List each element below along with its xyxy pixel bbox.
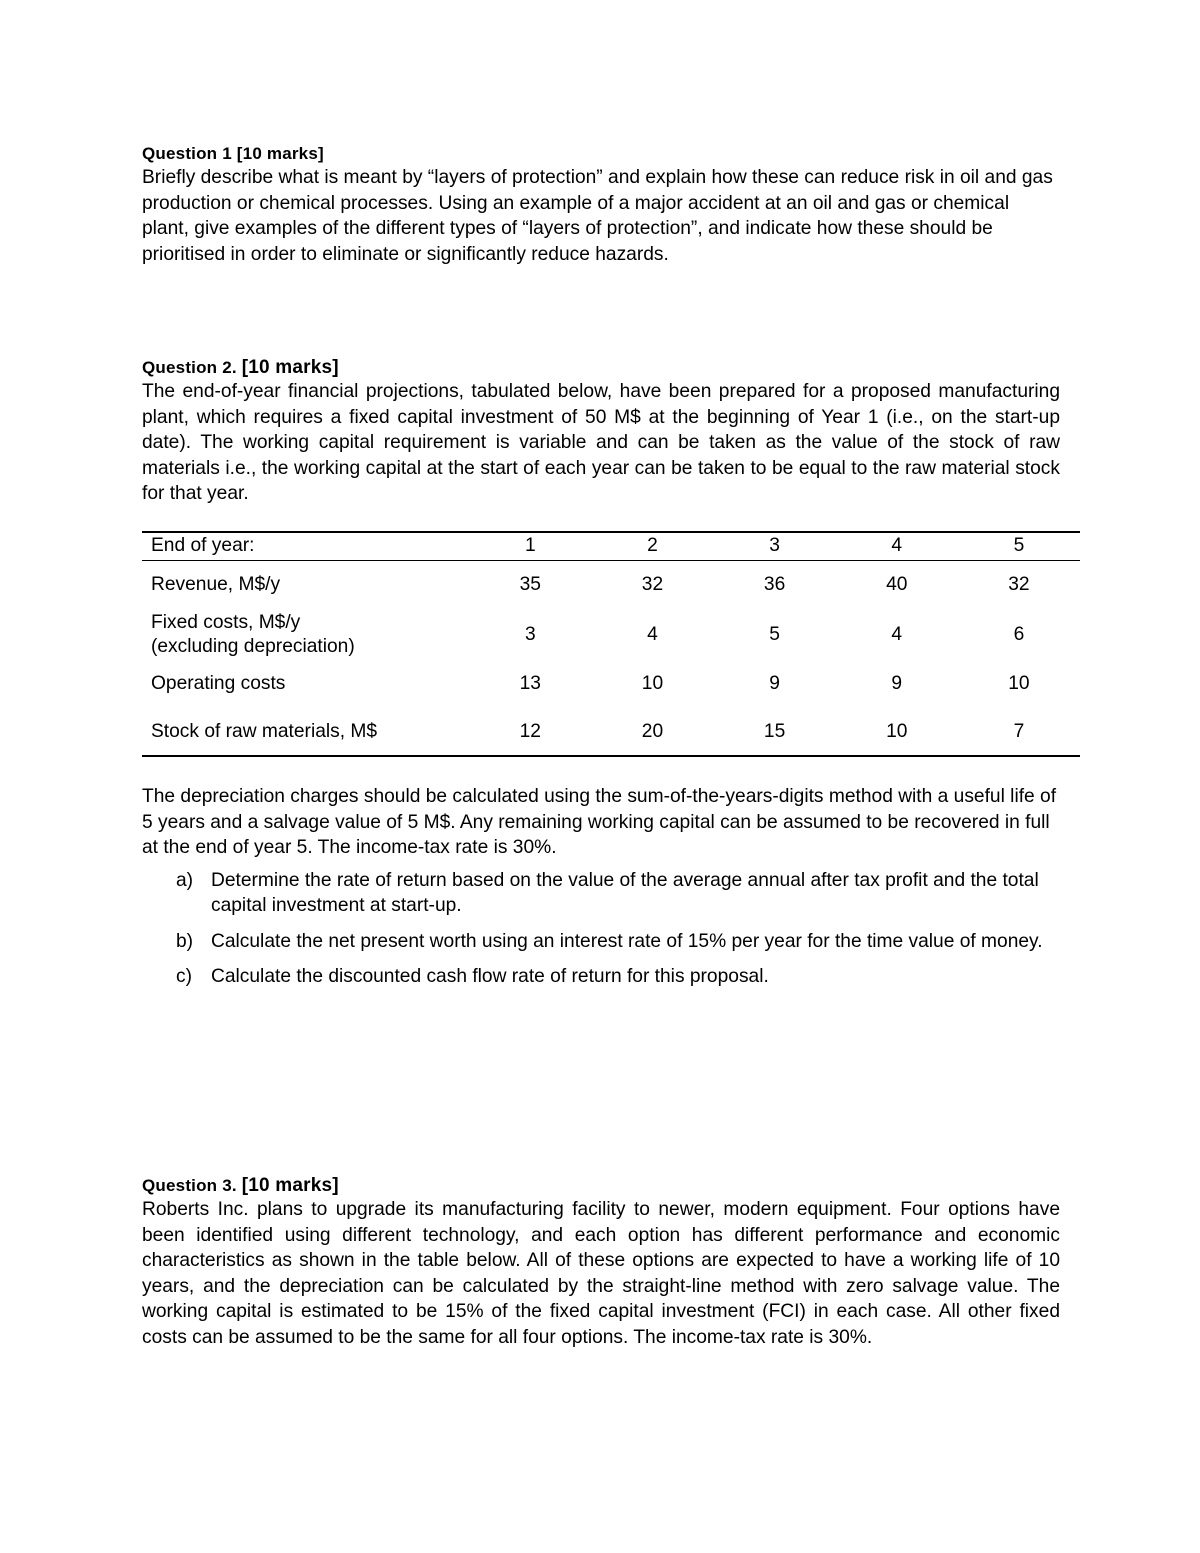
question-1-body: Briefly describe what is meant by “layers of protection” and explain how these can reduce risk in oil and gas production or chemical processes. Using an example of a major accident at an oil and gas or chemical plant, give examples of the different types of “layers of protection”, and indicate how these should be prioritised in order to eliminate or significantly reduce hazards. xyxy=(142,167,1053,265)
question-2-after-table: The depreciation charges should be calculated using the sum-of-the-years-digits method with a useful life of 5 years and a salvage value of 5 M$. Any remaining working capital can be assumed to be recovered in full at the end of year 5. The income-tax rate is 30%. xyxy=(142,786,1057,858)
row-label: Stock of raw materials, M$ xyxy=(142,708,469,756)
question-3-body: Roberts Inc. plans to upgrade its manufacturing facility to newer, modern equipment. Four options have been identified using different technology, and each option has different performance and economic characteristics as shown in the table below. All of these options are expected to have a working life of 10 years, and the depreciation can be calculated by the straight-line method with zero salvage value. The working capital is estimated to be 15% of the fixed capital investment (FCI) in each case. All other fixed costs can be assumed to be the same for all four options. The income-tax rate is 30%. xyxy=(142,1199,1060,1348)
question-2-title: Question 2. xyxy=(142,358,237,377)
question-2-marks: [10 marks] xyxy=(241,357,339,378)
table-cell: 32 xyxy=(641,574,664,596)
table-cell: 13 xyxy=(519,673,541,694)
list-item xyxy=(142,964,1060,990)
question-1-title: Question 1 xyxy=(142,144,232,163)
table-row-operating-costs xyxy=(142,660,1080,708)
row-label-sub: (excluding depreciation) xyxy=(151,636,355,657)
table-row-fixed-costs xyxy=(142,610,1080,660)
part-label: a) xyxy=(176,869,194,891)
table-cell: 12 xyxy=(469,708,591,756)
part-text: Calculate the net present worth using an interest rate of 15% per year for the time value of money. xyxy=(211,930,1043,952)
question-2-heading xyxy=(142,357,1060,379)
part-text: Determine the rate of return based on the value of the average annual after tax profit and the total capital investment at start-up. xyxy=(211,869,1039,916)
table-cell: 10 xyxy=(1008,673,1030,694)
question-1-marks: [10 marks] xyxy=(236,144,324,163)
table-cell: 32 xyxy=(1008,574,1030,596)
year-header: 3 xyxy=(714,532,836,560)
table-cell: 10 xyxy=(836,708,958,756)
question-2-intro: The end-of-year financial projections, tabulated below, have been prepared for a proposed manufacturing plant, which requires a fixed capital investment of 50 M$ at the beginning of Year 1 (i.e., on the start-up date). The working capital requirement is variable and can be taken as the value of the stock of raw materials i.e., the working capital at the start of each year can be taken to be equal to the raw material stock for that year. xyxy=(142,381,1060,504)
question-3-title: Question 3. xyxy=(142,1176,237,1195)
table-cell: 3 xyxy=(524,624,536,645)
table-cell: 4 xyxy=(891,624,903,645)
list-item xyxy=(142,929,1060,955)
table-cell: 36 xyxy=(763,574,786,596)
year-header: 4 xyxy=(836,532,958,560)
financial-projections-table xyxy=(142,531,1080,757)
question-3-heading xyxy=(142,1175,1060,1197)
table-row-raw-materials xyxy=(142,708,1080,756)
table-cell: 40 xyxy=(886,574,908,596)
question-2-continued xyxy=(142,784,1060,1000)
year-header: 5 xyxy=(958,532,1080,560)
question-3-marks: [10 marks] xyxy=(241,1175,339,1196)
table-header-label: End of year: xyxy=(142,532,469,560)
question-2-parts xyxy=(142,868,1060,990)
table-cell: 35 xyxy=(519,574,541,596)
table-cell: 5 xyxy=(769,624,780,645)
row-label-main: Fixed costs, M$/y xyxy=(151,612,301,633)
table-row-revenue xyxy=(142,560,1080,610)
table-cell: 4 xyxy=(647,624,658,645)
table-cell: 10 xyxy=(641,673,664,694)
year-header: 2 xyxy=(591,532,713,560)
table-cell: 15 xyxy=(714,708,836,756)
question-2 xyxy=(142,357,1060,507)
row-label xyxy=(142,610,469,660)
part-label: b) xyxy=(176,930,194,952)
table-cell: 6 xyxy=(1013,624,1025,645)
table-cell: 9 xyxy=(891,673,903,694)
table-cell: 7 xyxy=(958,708,1080,756)
table-cell: 20 xyxy=(591,708,713,756)
row-label: Revenue, M$/y xyxy=(151,574,281,596)
part-label: c) xyxy=(176,966,192,987)
list-item xyxy=(142,868,1060,919)
question-1-heading xyxy=(142,143,1060,165)
question-1 xyxy=(142,143,1060,267)
question-3 xyxy=(142,1175,1060,1350)
row-label: Operating costs xyxy=(151,673,286,694)
table-header-row xyxy=(142,532,1080,560)
year-header: 1 xyxy=(469,532,591,560)
part-text: Calculate the discounted cash flow rate of return for this proposal. xyxy=(211,966,769,987)
table-cell: 9 xyxy=(769,673,780,694)
